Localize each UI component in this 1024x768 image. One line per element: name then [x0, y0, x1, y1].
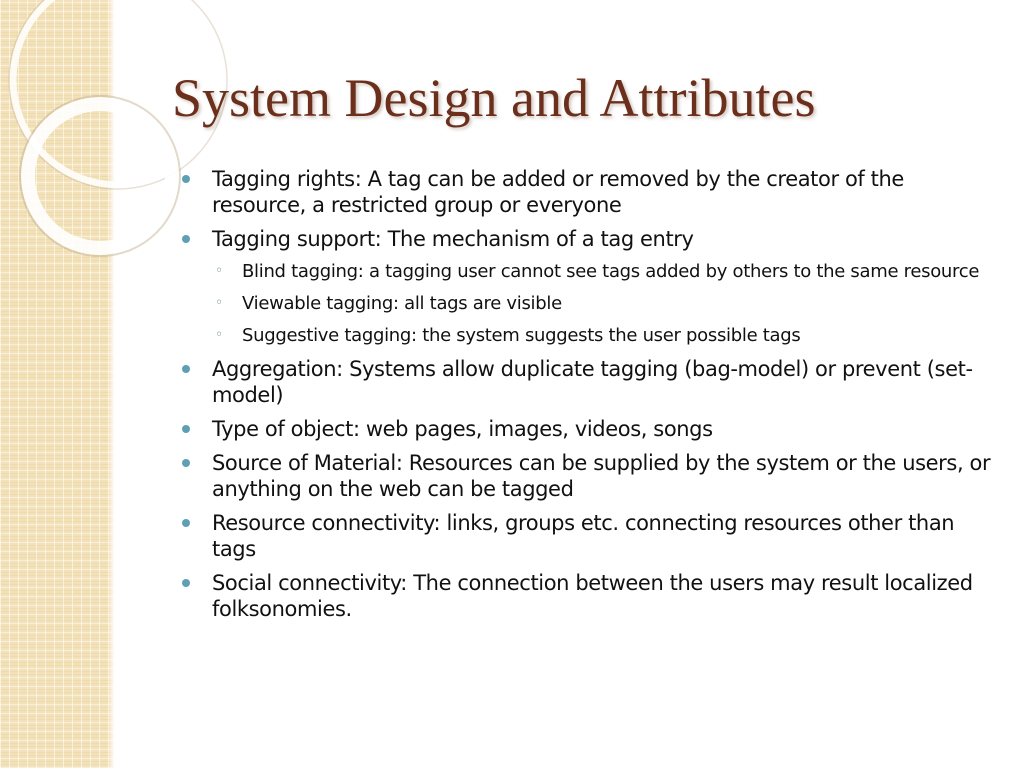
bullet-list — [182, 166, 1002, 622]
bullet-text: Tagging rights: A tag can be added or removed by the creator of the resource, a restricted group or everyone — [212, 167, 904, 217]
bullet-text: Resource connectivity: links, groups etc. connecting resources other than tags — [212, 511, 955, 561]
bullet-item — [182, 226, 1002, 348]
bullet-dot-icon — [182, 425, 190, 433]
bullet-item — [182, 450, 1002, 502]
sub-bullet-list — [212, 260, 1002, 348]
sub-bullet-text: Blind tagging: a tagging user cannot see tags added by others to the same resource — [242, 261, 980, 282]
bullet-dot-icon — [182, 459, 190, 467]
ring-bullet-icon: ◦ — [215, 263, 223, 279]
bullet-content — [182, 166, 1002, 630]
bullet-item — [182, 510, 1002, 562]
bullet-item — [182, 356, 1002, 408]
bullet-text: Type of object: web pages, images, videos, songs — [212, 417, 713, 441]
bullet-dot-icon — [182, 579, 190, 587]
ring-bullet-icon: ◦ — [215, 327, 223, 343]
bullet-item — [182, 416, 1002, 442]
bullet-item — [182, 570, 1002, 622]
bullet-item — [182, 166, 1002, 218]
bullet-dot-icon — [182, 519, 190, 527]
sub-bullet-item — [212, 324, 1002, 348]
side-pattern-band — [0, 0, 114, 768]
bullet-text: Social connectivity: The connection between the users may result localized folksonomies. — [212, 571, 973, 621]
sub-bullet-item — [212, 260, 1002, 284]
ring-bullet-icon: ◦ — [215, 295, 223, 311]
bullet-text: Aggregation: Systems allow duplicate tagging (bag-model) or prevent (set-model) — [212, 357, 973, 407]
bullet-text: Tagging support: The mechanism of a tag entry — [212, 227, 694, 251]
bullet-dot-icon — [182, 175, 190, 183]
sub-bullet-text: Viewable tagging: all tags are visible — [242, 293, 562, 314]
bullet-text: Source of Material: Resources can be supplied by the system or the users, or anything on the web can be tagged — [212, 451, 991, 501]
sub-bullet-item — [212, 292, 1002, 316]
slide-title: System Design and Attributes — [172, 68, 816, 128]
bullet-dot-icon — [182, 365, 190, 373]
bullet-dot-icon — [182, 235, 190, 243]
sub-bullet-text: Suggestive tagging: the system suggests the user possible tags — [242, 325, 801, 346]
